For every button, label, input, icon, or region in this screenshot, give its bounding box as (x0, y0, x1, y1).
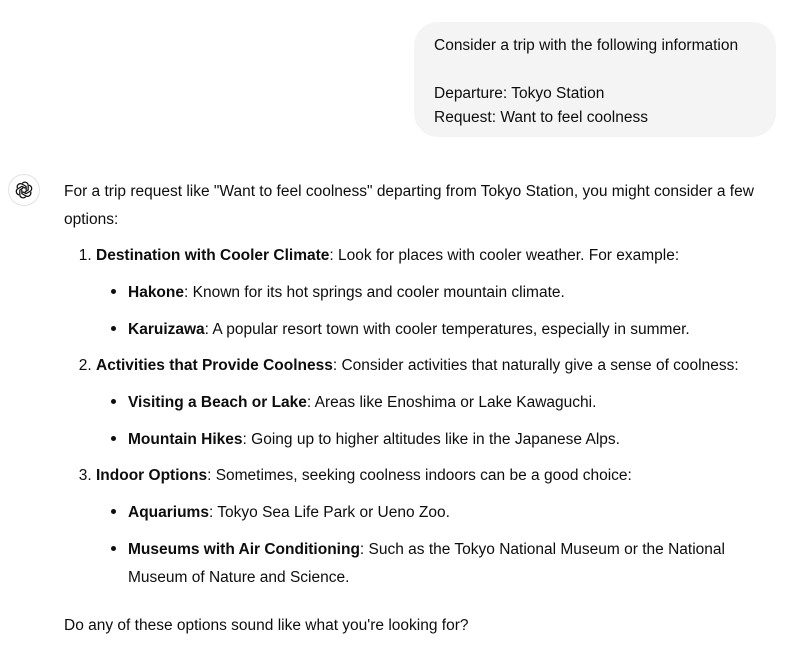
list-item (96, 352, 764, 454)
bullet-title: Aquariums (128, 504, 209, 521)
sub-list (96, 278, 764, 344)
bullet-text: : Areas like Enoshima or Lake Kawaguchi. (306, 394, 597, 411)
bullet-text: : Tokyo Sea Life Park or Ueno Zoo. (208, 504, 450, 521)
bullet-title: Visiting a Beach or Lake (128, 394, 307, 411)
option-text: : Sometimes, seeking coolness indoors can be a good choice: (207, 467, 632, 484)
list-item (128, 535, 764, 592)
list-item (128, 315, 764, 344)
list-item (128, 425, 764, 454)
chatgpt-logo-icon (14, 180, 34, 200)
bullet-title: Museums with Air Conditioning (128, 541, 360, 558)
list-item (96, 242, 764, 344)
options-list (64, 242, 764, 592)
bullet-title: Karuizawa (128, 321, 205, 338)
bullet-text: : Known for its hot springs and cooler mountain climate. (184, 284, 565, 301)
assistant-message (64, 178, 764, 640)
user-message-line: Request: Want to feel coolness (434, 109, 648, 126)
option-text: : Look for places with cooler weather. For example: (329, 247, 680, 264)
list-item (128, 498, 764, 527)
bullet-title: Hakone (128, 284, 184, 301)
assistant-outro: Do any of these options sound like what you're looking for? (64, 617, 469, 634)
option-title: Activities that Provide Coolness (96, 357, 333, 374)
sub-list (96, 498, 764, 592)
bullet-title: Mountain Hikes (128, 431, 243, 448)
line-spacer (434, 58, 756, 82)
user-message-line: Departure: Tokyo Station (434, 85, 605, 102)
bullet-text: : Such as the Tokyo National Museum or the National Museum of Nature and Science. (128, 541, 725, 586)
user-message-line: Consider a trip with the following information (434, 37, 739, 54)
bullet-text: : A popular resort town with cooler temperatures, especially in summer. (204, 321, 690, 338)
assistant-avatar (8, 174, 40, 206)
bullet-text: : Going up to higher altitudes like in the Japanese Alps. (242, 431, 620, 448)
option-text: : Consider activities that naturally give a sense of coolness: (332, 357, 739, 374)
user-message-bubble (414, 22, 776, 137)
sub-list (96, 388, 764, 454)
list-item (96, 462, 764, 592)
option-title: Destination with Cooler Climate (96, 247, 330, 264)
option-title: Indoor Options (96, 467, 208, 484)
assistant-intro: For a trip request like "Want to feel coolness" departing from Tokyo Station, you might consider a few options: (64, 183, 754, 228)
list-item (128, 278, 764, 307)
list-item (128, 388, 764, 417)
